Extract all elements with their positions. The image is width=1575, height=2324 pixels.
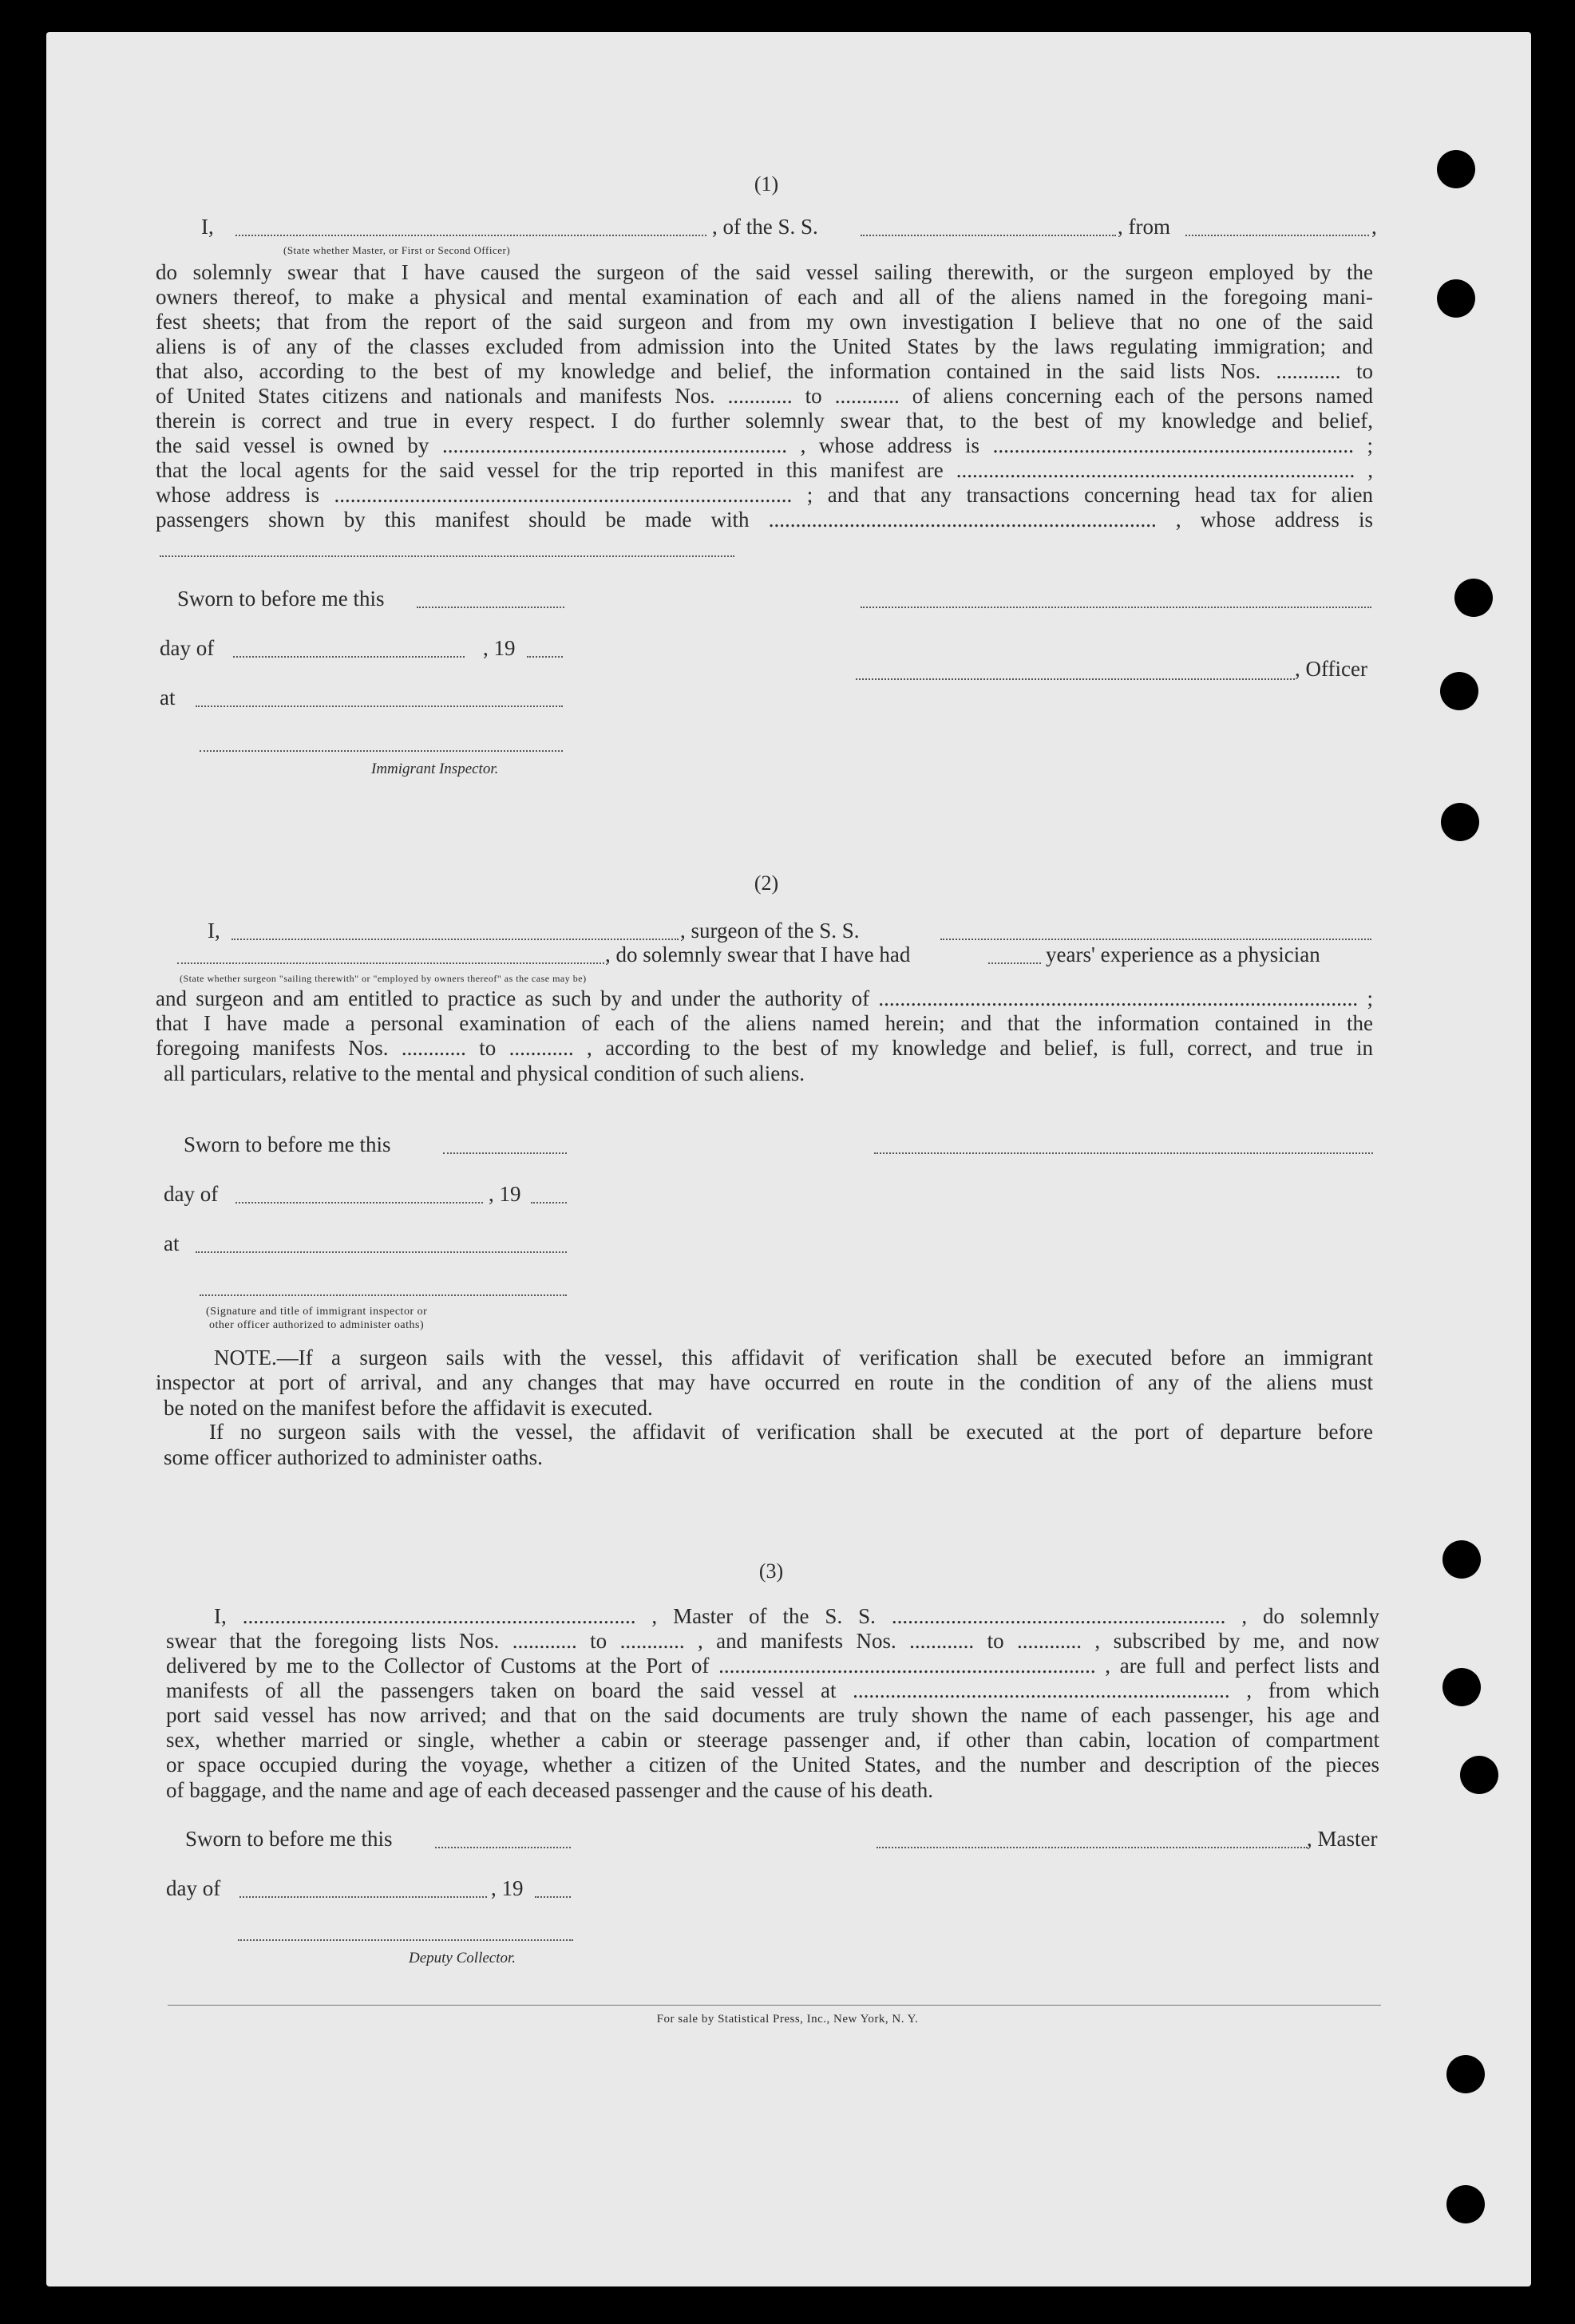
note-line: some officer authorized to administer oaths. [164, 1445, 543, 1469]
of-ss-label: , of the S. S. [712, 215, 818, 239]
sworn-date-field[interactable] [417, 607, 564, 608]
day-of-label: day of [164, 1182, 219, 1206]
note-line: be noted on the manifest before the affidavit is executed. [164, 1396, 653, 1420]
section-2-line: foregoing manifests Nos. ............ to ............ , according to the best of my knowledge and belief, is full, correct, and true in [156, 1036, 1373, 1060]
punch-hole [1446, 2055, 1485, 2093]
at-place-field[interactable] [196, 1251, 567, 1253]
section-3-line: sex, whether married or single, whether a cabin or steerage passenger and, if other than cabin, location of compartment [166, 1728, 1379, 1752]
section-1-line: of United States citizens and nationals and manifests Nos. ............ to ............ of aliens concerning each of the persons named [156, 384, 1373, 408]
from-label: , from [1118, 215, 1170, 239]
section-1-line: owners thereof, to make a physical and mental examination of each and all of the aliens named in the foregoing mani- [156, 285, 1373, 309]
punch-hole [1442, 1540, 1481, 1579]
section-2-intro: I, [208, 919, 220, 943]
officer-title-field[interactable] [235, 235, 706, 236]
surgeon-signature-field[interactable] [874, 1152, 1373, 1154]
punch-hole [1460, 1756, 1498, 1794]
day-month-field[interactable] [239, 1896, 487, 1898]
deputy-signature-field[interactable] [238, 1939, 573, 1941]
footer-rule [168, 2005, 1381, 2006]
punch-hole [1440, 672, 1478, 710]
ship-name-field[interactable] [861, 235, 1116, 236]
section-3-line: I, ......................................................................... , Master of the S. S. .............................................................. , do solemnly [214, 1604, 1379, 1628]
section-1-line: that the local agents for the said vessel for the trip reported in this manifest are .......................................................................... , [156, 458, 1373, 482]
inspector-caption: Immigrant Inspector. [371, 761, 499, 777]
surgeon-name-field[interactable] [232, 939, 679, 940]
section-3-line: of baggage, and the name and age of each deceased passenger and the cause of his death. [166, 1778, 934, 1802]
sworn-label: Sworn to before me this [184, 1132, 391, 1156]
year-label: , 19 [483, 636, 516, 660]
section-1-line: therein is correct and true in every respect. I do further solemnly swear that, to the best of my knowledge and belief, [156, 409, 1373, 433]
at-place-field[interactable] [196, 706, 563, 707]
surgeon-type-field[interactable] [177, 962, 604, 964]
section-1-number: (1) [754, 172, 779, 196]
sworn-label: Sworn to before me this [185, 1827, 393, 1851]
comma: , [1371, 215, 1377, 239]
section-2-line: all particulars, relative to the mental and physical condition of such aliens. [164, 1061, 805, 1085]
section-1-line: the said vessel is owned by ................................................................ , whose address is ................................................................... ; [156, 433, 1373, 457]
surgeon-ship-field[interactable] [940, 939, 1371, 940]
section-1-line: whose address is ..................................................................................... ; and that any transactions concerning head tax for alien [156, 483, 1373, 507]
officer-caption: (State whether Master, or First or Second Officer) [283, 244, 511, 256]
punch-hole [1441, 803, 1479, 841]
sworn-date-field[interactable] [443, 1152, 567, 1154]
year-field[interactable] [527, 656, 563, 658]
section-3-number: (3) [758, 1559, 784, 1583]
note-line: inspector at port of arrival, and any changes that may have occurred en route in the condition of any of the aliens must [156, 1370, 1373, 1394]
master-signature-field[interactable] [877, 1847, 1308, 1848]
signature-caption: other officer authorized to administer oaths) [209, 1319, 425, 1331]
at-label: at [164, 1231, 180, 1255]
sworn-label: Sworn to before me this [177, 587, 385, 611]
master-label: , Master [1307, 1827, 1378, 1851]
surgeon-of-label: , surgeon of the S. S. [680, 919, 860, 943]
section-2-line: and surgeon and am entitled to practice as such by and under the authority of ......................................................................................... ; [156, 986, 1373, 1010]
punch-hole [1442, 1668, 1481, 1706]
note-line: NOTE.—If a surgeon sails with the vessel, this affidavit of verification shall be executed before an immigrant [214, 1346, 1373, 1370]
punch-hole [1454, 579, 1493, 617]
punch-hole [1437, 279, 1475, 318]
day-of-label: day of [160, 636, 215, 660]
officer-signature-field[interactable] [861, 607, 1371, 608]
section-3-line: swear that the foregoing lists Nos. ............ to ............ , and manifests Nos. ............ to ............ , subscribed by me, and now [166, 1629, 1379, 1653]
section-2-number: (2) [754, 872, 779, 895]
day-of-label: day of [166, 1876, 221, 1900]
section-1-line: do solemnly swear that I have caused the surgeon of the said vessel sailing therewith, or the surgeon employed by the [156, 260, 1373, 284]
sworn-date-field[interactable] [435, 1847, 571, 1848]
years-field[interactable] [988, 962, 1041, 964]
surgeon-type-caption: (State whether surgeon "sailing therewith" or "employed by owners thereof" as the case may be) [180, 973, 587, 984]
signature-caption: (Signature and title of immigrant inspector or [206, 1306, 428, 1318]
section-1-line: fest sheets; that from the report of the said surgeon and from my own investigation I believe that no one of the said [156, 310, 1373, 334]
punch-hole [1446, 2185, 1485, 2223]
officer-label: , Officer [1295, 657, 1367, 681]
punch-hole [1437, 150, 1475, 188]
note-line: If no surgeon sails with the vessel, the affidavit of verification shall be executed at the port of departure before [209, 1420, 1373, 1444]
section-3-line: or space occupied during the voyage, whether a citizen of the United States, and the number and description of the pieces [166, 1753, 1379, 1777]
day-month-field[interactable] [233, 656, 465, 658]
section-2-line: that I have made a personal examination of each of the aliens named herein; and that the information contained in the [156, 1011, 1373, 1035]
section-3-line: delivered by me to the Collector of Customs at the Port of ...................................................................... , are full and perfect lists and [166, 1654, 1379, 1678]
year-label: , 19 [489, 1182, 521, 1206]
section-3-line: manifests of all the passengers taken on board the said vessel at ...................................................................... , from which [166, 1678, 1379, 1702]
section-1-intro: I, [201, 215, 214, 239]
section-1-line: aliens is of any of the classes excluded from admission into the United States by the laws regulating immigration; and [156, 334, 1373, 358]
years-experience-label: years' experience as a physician [1046, 943, 1320, 966]
footer-imprint: For sale by Statistical Press, Inc., New York, N. Y. [656, 2013, 919, 2026]
year-field[interactable] [535, 1896, 571, 1898]
inspector-signature-field[interactable] [200, 1294, 567, 1296]
section-3-line: port said vessel has now arrived; and that on the said documents are truly shown the name of each passenger, his age and [166, 1703, 1379, 1727]
day-month-field[interactable] [235, 1202, 483, 1204]
at-label: at [160, 686, 176, 709]
solemnly-swear-label: , do solemnly swear that I have had [605, 943, 911, 966]
officer-title-signature-field[interactable] [856, 678, 1295, 680]
deputy-caption: Deputy Collector. [409, 1950, 516, 1966]
year-field[interactable] [531, 1202, 567, 1204]
from-port-field[interactable] [1185, 235, 1369, 236]
inspector-signature-field[interactable] [200, 750, 563, 752]
year-label: , 19 [491, 1876, 524, 1900]
head-tax-address-field[interactable] [160, 555, 734, 557]
section-1-line: passengers shown by this manifest should be made with ........................................................................ , whose address is [156, 508, 1373, 532]
section-1-line: that also, according to the best of my knowledge and belief, the information contained in the said lists Nos. ............ to [156, 359, 1373, 383]
